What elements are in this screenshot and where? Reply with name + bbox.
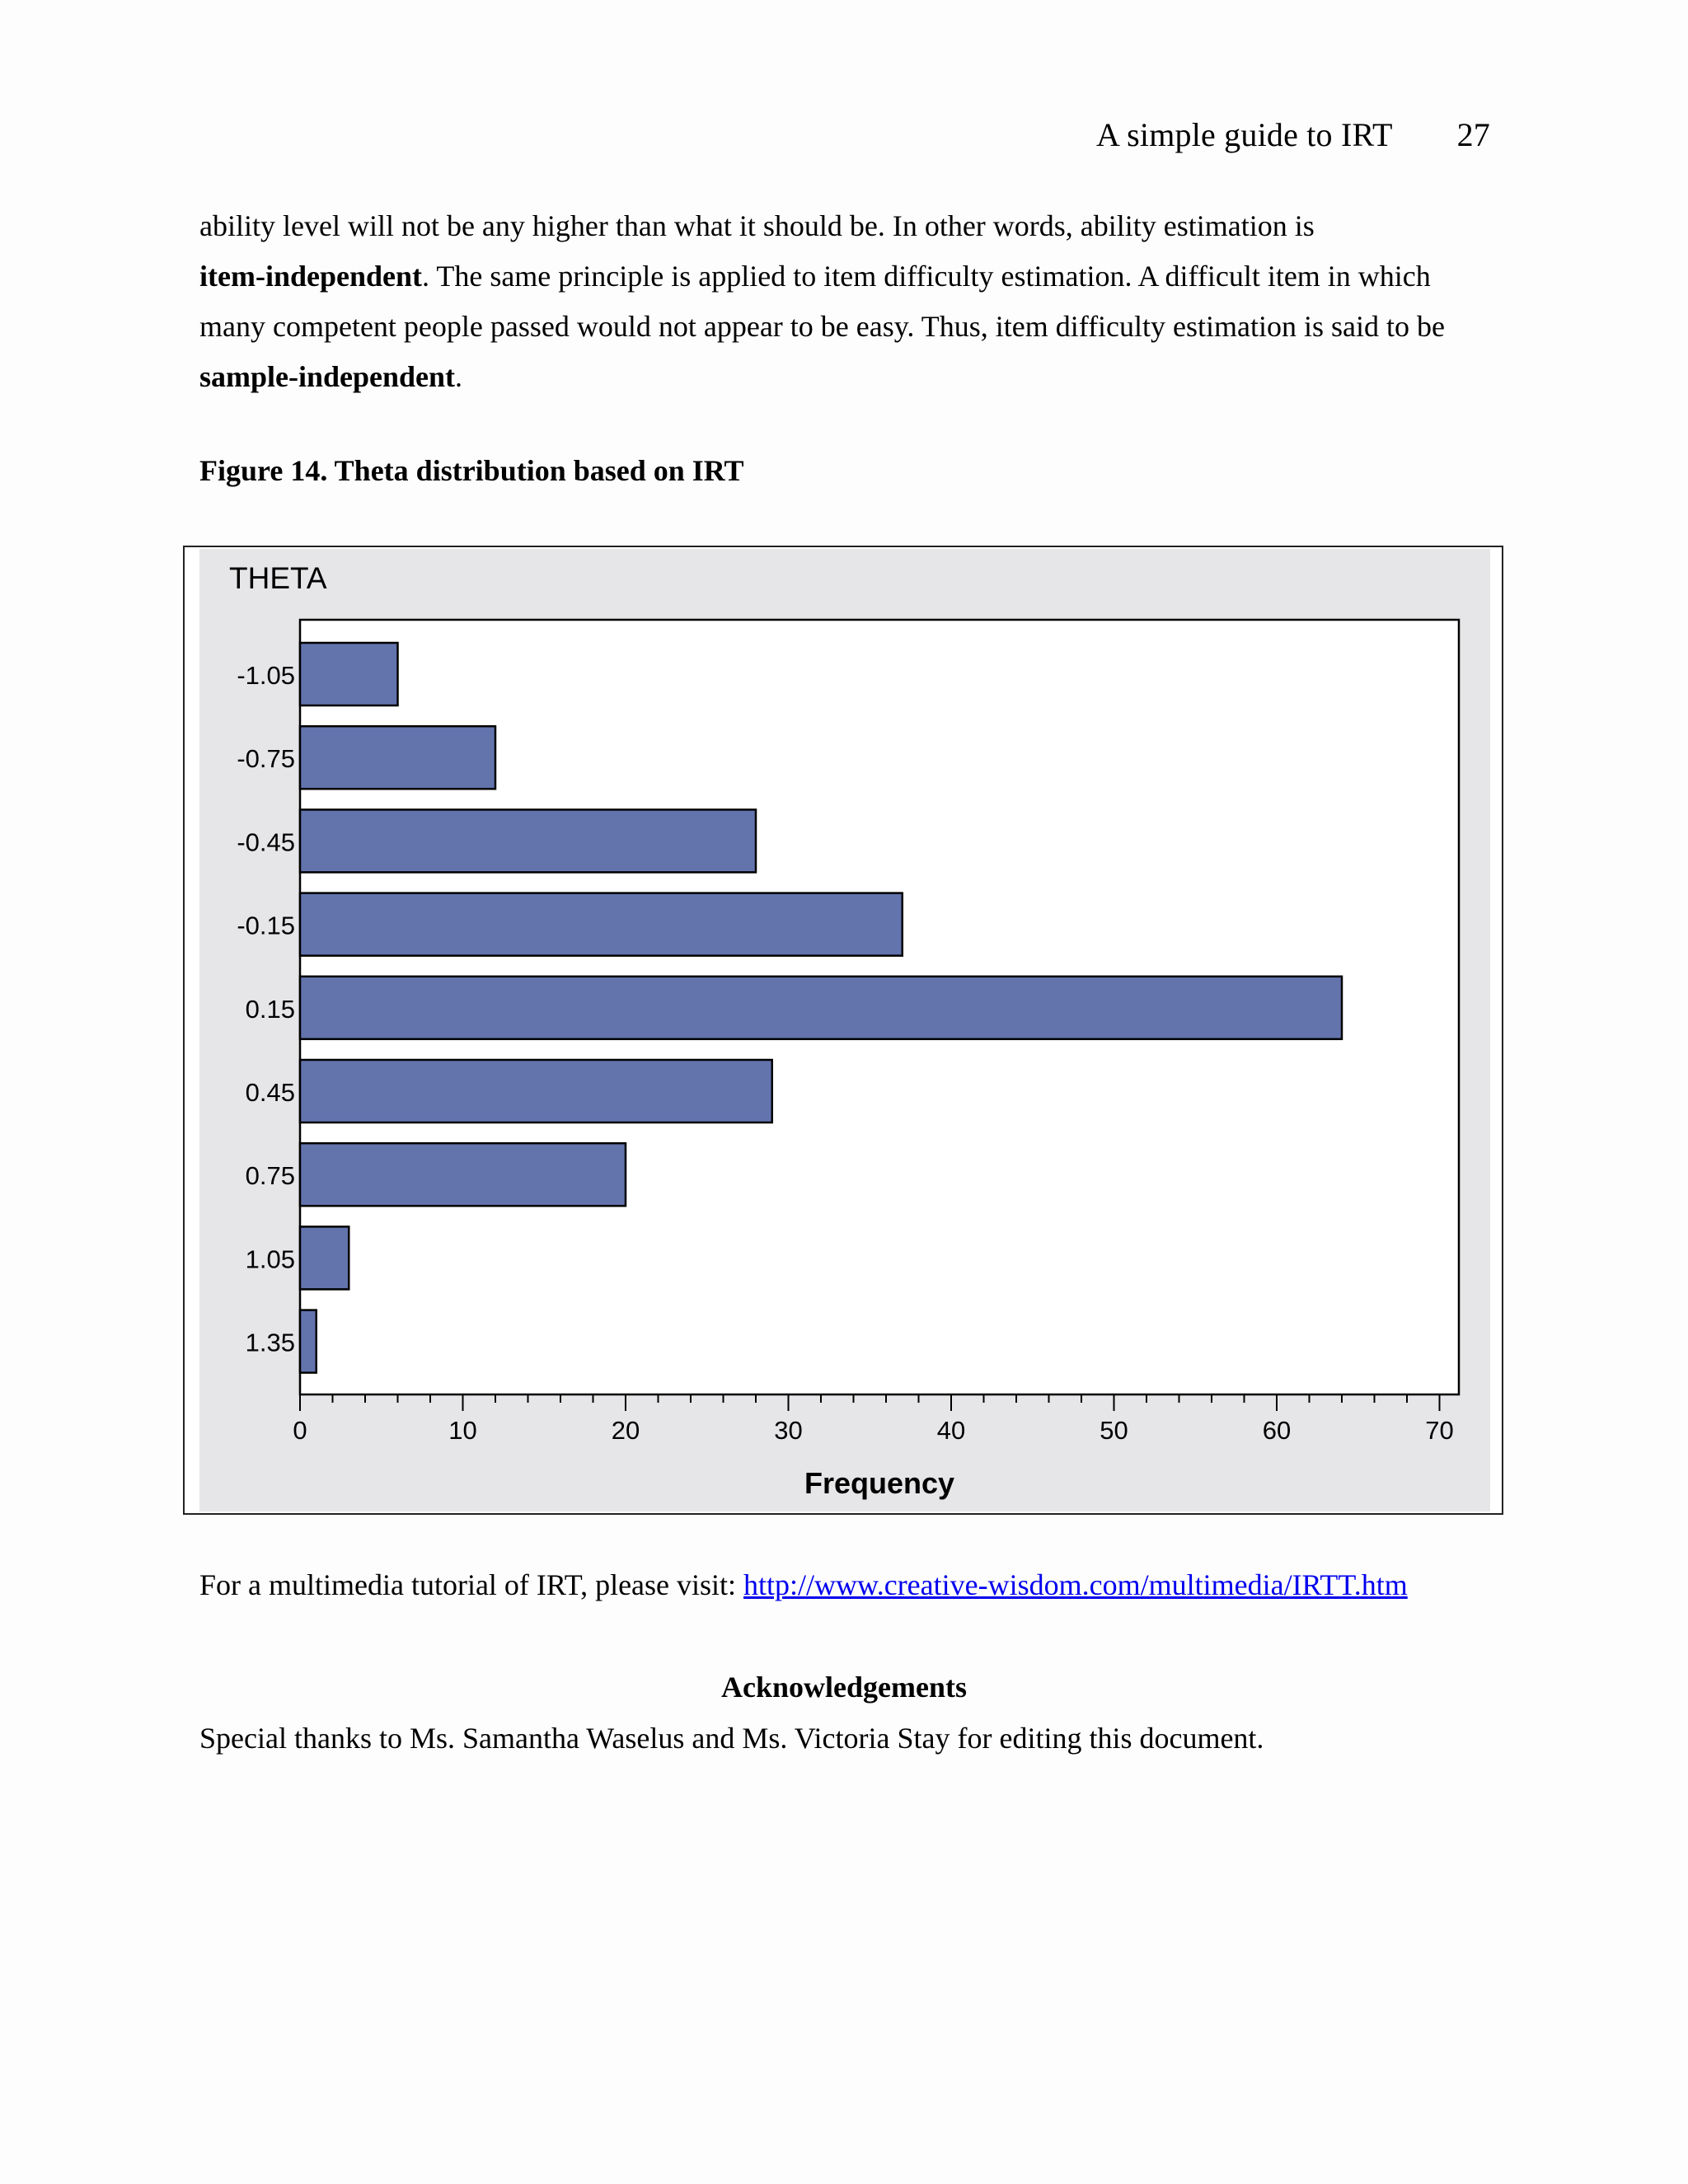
bar-theta--0.75: [300, 726, 495, 789]
bar-theta-1.05: [300, 1226, 349, 1289]
x-tick-label: 20: [611, 1416, 640, 1445]
tutorial-prefix: For a multimedia tutorial of IRT, please visit:: [199, 1568, 744, 1601]
x-axis-label: Frequency: [804, 1466, 955, 1500]
x-tick-label: 60: [1262, 1416, 1292, 1445]
theta-chart: [183, 546, 1503, 1515]
paragraph-line-1: ability level will not be any higher than what it should be. In other words, ability estimation is: [199, 209, 1315, 242]
chart-title: THETA: [229, 561, 327, 595]
bar-theta-1.35: [300, 1310, 316, 1373]
figure-caption: Figure 14. Theta distribution based on IRT: [199, 454, 744, 487]
x-tick-label: 10: [448, 1416, 477, 1445]
x-tick-label: 40: [936, 1416, 966, 1445]
acknowledgements-text: Special thanks to Ms. Samantha Waselus and Ms. Victoria Stay for editing this document.: [199, 1722, 1264, 1755]
bar-theta--1.05: [300, 643, 398, 705]
page-number: 27: [1456, 116, 1490, 153]
y-tick-label: 0.45: [245, 1078, 295, 1107]
y-tick-label: -1.05: [237, 661, 295, 690]
tutorial-line: [199, 1568, 1408, 1602]
bar-theta--0.15: [300, 893, 903, 956]
y-tick-label: 1.35: [245, 1328, 295, 1357]
x-tick-label: 50: [1100, 1416, 1128, 1445]
bar-theta-0.45: [300, 1060, 772, 1122]
running-header: [1096, 115, 1490, 154]
y-tick-label: 1.05: [245, 1244, 295, 1274]
chart-canvas: [185, 547, 1502, 1513]
acknowledgements-heading: Acknowledgements: [721, 1671, 967, 1704]
y-tick-label: -0.15: [237, 911, 295, 940]
x-tick-label: 70: [1425, 1416, 1454, 1445]
bar-theta--0.45: [300, 809, 756, 872]
y-tick-label: -0.75: [237, 744, 295, 774]
term-item-independent: item-independent: [199, 260, 422, 293]
y-tick-label: 0.75: [245, 1161, 295, 1191]
term-sample-independent: sample-independent: [199, 360, 456, 393]
body-paragraph: [199, 201, 1502, 402]
x-tick-label: 30: [774, 1416, 803, 1445]
bar-theta-0.15: [300, 977, 1342, 1039]
paragraph-line-3: many competent people passed would not appear to be easy. Thus, item difficulty estimation is said to be: [199, 310, 1445, 343]
bar-theta-0.75: [300, 1143, 626, 1206]
paragraph-line-2: . The same principle is applied to item difficulty estimation. A difficult item in which: [422, 260, 1431, 293]
tutorial-link[interactable]: http://www.creative-wisdom.com/multimedia/IRTT.htm: [743, 1568, 1408, 1601]
y-tick-label: 0.15: [245, 994, 295, 1024]
paragraph-line-4: .: [455, 360, 463, 393]
x-tick-label: 0: [293, 1416, 307, 1445]
header-title: A simple guide to IRT: [1096, 116, 1393, 153]
y-tick-label: -0.45: [237, 827, 295, 857]
